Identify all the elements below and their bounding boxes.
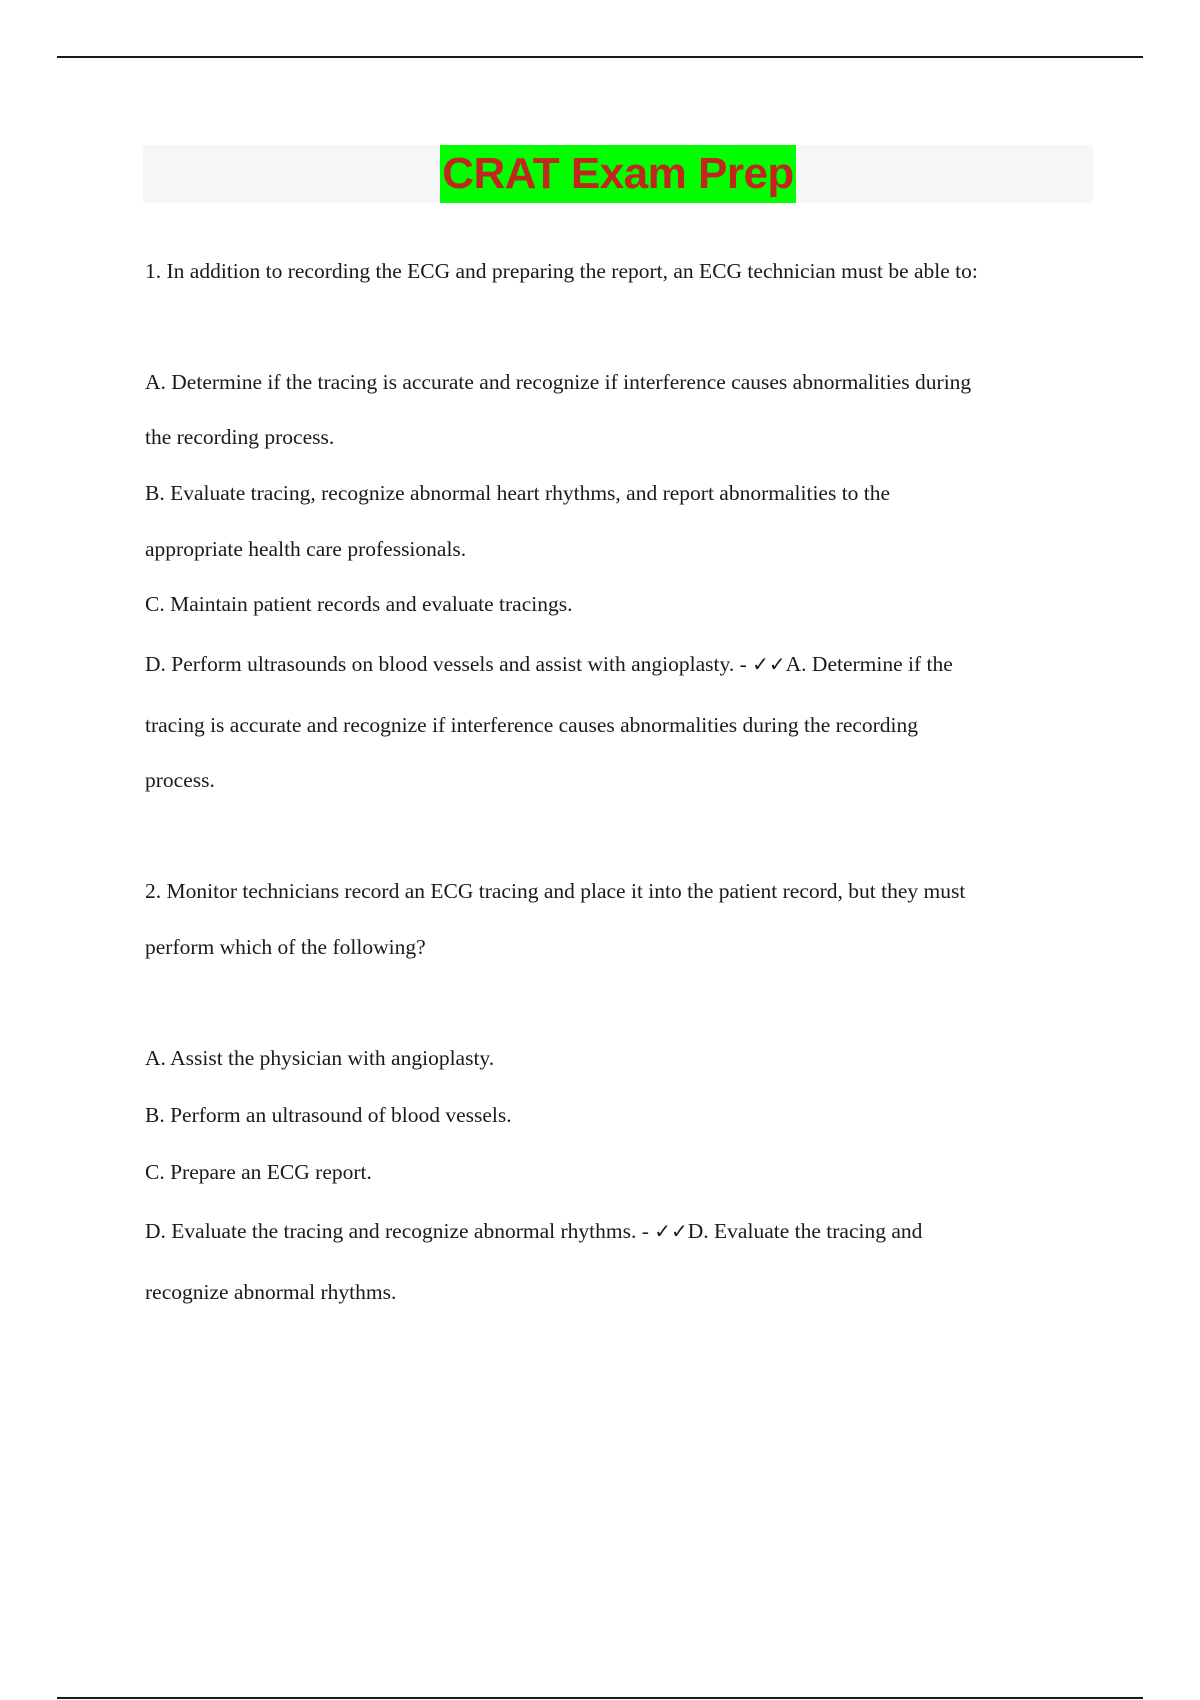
question-1-answer-line: [145, 649, 953, 679]
question-1-option-b-line: appropriate health care professionals.: [145, 537, 467, 561]
question-2-answer-text: D. Evaluate the tracing and: [687, 1219, 923, 1243]
question-1-option-d: D. Perform ultrasounds on blood vessels and assist with angioplasty. -: [145, 652, 753, 676]
question-2-answer-continuation: recognize abnormal rhythms.: [145, 1280, 397, 1304]
question-1-answer-text: A. Determine if the: [785, 652, 953, 676]
double-check-icon: ✓✓: [752, 652, 786, 676]
question-1-option-c-line: C. Maintain patient records and evaluate tracings.: [145, 592, 573, 616]
question-1-option-b-line: B. Evaluate tracing, recognize abnormal heart rhythms, and report abnormalities to the: [145, 481, 891, 505]
question-2-prompt-line: 2. Monitor technicians record an ECG tracing and place it into the patient record, but they must: [145, 879, 966, 903]
question-1-option-a-line: the recording process.: [145, 425, 335, 449]
footer-rule: [57, 1697, 1143, 1699]
question-1-answer-continuation: tracing is accurate and recognize if interference causes abnormalities during the recording: [145, 713, 919, 737]
question-1-option-a-line: A. Determine if the tracing is accurate and recognize if interference causes abnormalities during: [145, 370, 972, 394]
title-band: [143, 145, 1093, 203]
question-2-option-c-line: C. Prepare an ECG report.: [145, 1160, 372, 1184]
header-rule: [57, 56, 1143, 58]
question-1-answer-continuation: process.: [145, 768, 215, 792]
question-2-answer-line: [145, 1216, 922, 1246]
document-title: CRAT Exam Prep: [440, 145, 796, 203]
question-2-prompt-line: perform which of the following?: [145, 935, 426, 959]
question-1-prompt-line: 1. In addition to recording the ECG and preparing the report, an ECG technician must be able to:: [145, 259, 978, 283]
question-2-option-a-line: A. Assist the physician with angioplasty.: [145, 1046, 495, 1070]
question-2-option-b-line: B. Perform an ultrasound of blood vessels.: [145, 1103, 512, 1127]
question-2-option-d: D. Evaluate the tracing and recognize abnormal rhythms. -: [145, 1219, 655, 1243]
double-check-icon: ✓✓: [654, 1219, 688, 1243]
